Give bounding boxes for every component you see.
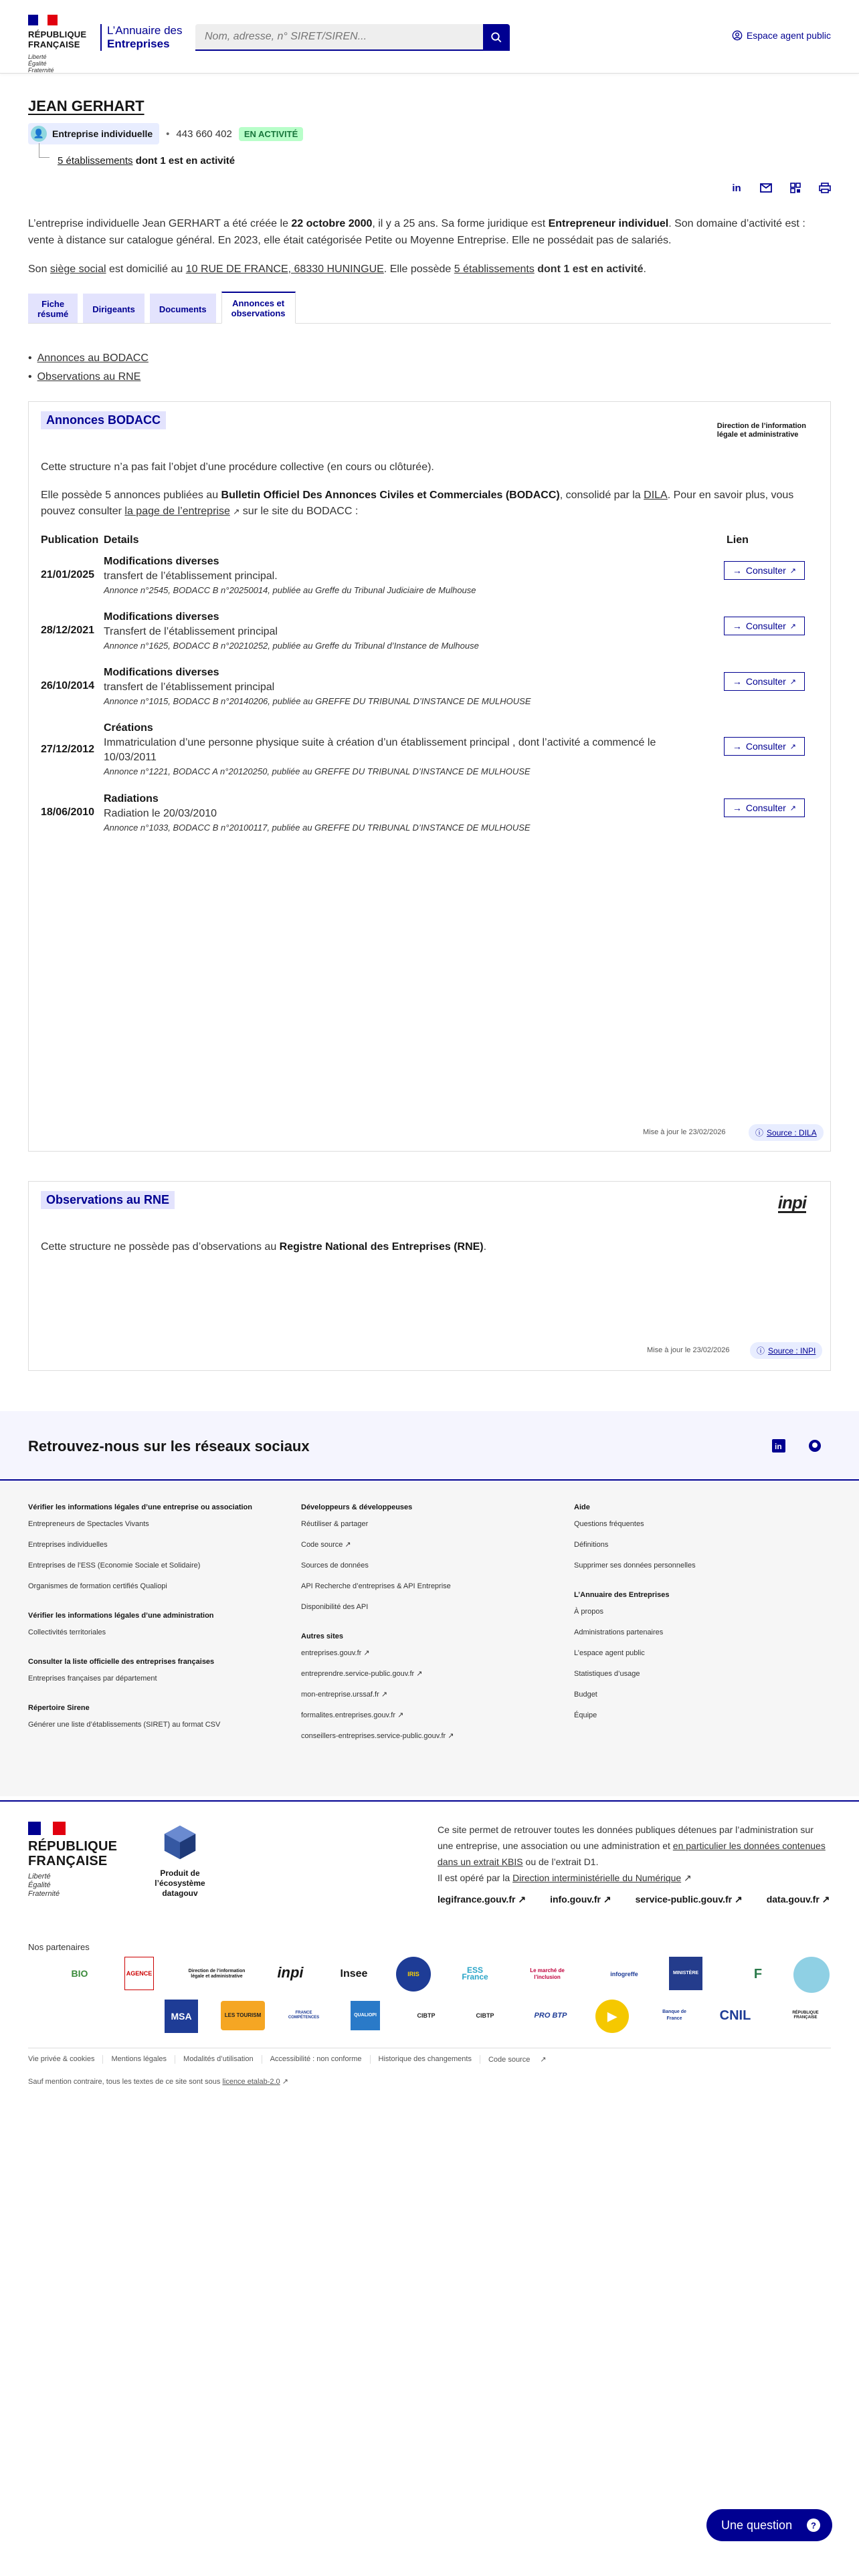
footer-link[interactable]: Collectivités territoriales	[28, 1628, 106, 1636]
external-link-icon: ↗	[789, 742, 796, 751]
socials-band	[0, 1411, 859, 1481]
partner-logo-tourism[interactable]: LES TOURISM	[221, 2001, 265, 2030]
external-link-icon: ↗	[789, 804, 796, 813]
footer-col-2: Développeurs & développeuses Réutiliser & partager Code source ↗ Sources de données API Recherche d’entreprises & API Entreprise Disponibilité des API Autres sites entreprises.gouv.fr ↗ entreprendre.service-public.gouv.fr ↗ mon-entreprise.urssaf.fr ↗ formalites.entreprises.gouv.fr ↗ conseillers-entreprises.service-public.gouv.fr ↗	[301, 1503, 555, 1752]
partner-logo-msa[interactable]: MSA	[165, 2000, 198, 2033]
consulter-button[interactable]: → Consulter ↗	[724, 561, 805, 580]
footer-link[interactable]: Générer une liste d’établissements (SIRET) au format CSV	[28, 1721, 221, 1729]
partner-logo-cibtp-2[interactable]: CIBTP	[476, 2012, 494, 2019]
bodacc-body: Cette structure n’a pas fait l’objet d’une procédure collective (en cours ou clôturée). Elle possède 5 annonces publiées au Bulletin Officiel Des Annonces Civiles et Commerciales (BODACC), consolidé par la DILA. Pour en savoir plus, vous pouvez consulter la page de l’entreprise ↗ sur le site du BODACC :	[41, 461, 794, 517]
french-flag-icon	[28, 1822, 66, 1835]
legal-link[interactable]: Modalités d’utilisation	[175, 2055, 262, 2064]
question-button[interactable]: Une question ?	[706, 2509, 832, 2541]
footer-link[interactable]: entreprises.gouv.fr ↗	[301, 1649, 370, 1657]
arrow-right-icon: →	[732, 565, 742, 576]
footer-links	[0, 1482, 859, 1796]
partner-logo-ministere[interactable]: MINISTÈRE	[669, 1957, 702, 1990]
etablissements-link-2[interactable]: 5 établissements	[454, 263, 535, 275]
footer-col-3: Aide Questions fréquentes Définitions Supprimer ses données personnelles L’Annuaire des Entreprises À propos Administrations partenaires L’espace agent public Statistiques d’usage Budget Équipe	[574, 1503, 828, 1731]
devise: Liberté Égalité Fraternité	[28, 53, 54, 74]
search-button[interactable]	[483, 24, 510, 51]
etablissements-link[interactable]: 5 établissements	[58, 155, 133, 167]
footer-link[interactable]: Statistiques d’usage	[574, 1670, 640, 1678]
footer-link[interactable]: Équipe	[574, 1711, 597, 1719]
col-publication: Publication	[41, 534, 99, 546]
partner-logo-qualiopi[interactable]: QUALIOPI	[351, 2001, 380, 2030]
external-link-icon: ↗	[789, 566, 796, 575]
footer-link[interactable]: mon-entreprise.urssaf.fr ↗	[301, 1691, 388, 1699]
section-anchors	[28, 349, 149, 387]
rne-card	[28, 1181, 831, 1371]
socials-title: Retrouvez-nous sur les réseaux sociaux	[28, 1438, 310, 1455]
play-icon: ▶	[607, 2010, 617, 2023]
anchor-item	[28, 368, 149, 387]
partner-logo-ess[interactable]: ESS France	[462, 1965, 488, 1981]
consulter-button[interactable]: → Consulter ↗	[724, 617, 805, 635]
republique-francaise-logo[interactable]	[28, 15, 95, 74]
partner-logo-banque-de-france[interactable]: Banque de France	[662, 2010, 686, 2021]
dot-separator: •	[166, 128, 170, 140]
partner-logo-inclusion[interactable]: Le marché de l’inclusion	[530, 1967, 565, 1980]
bodacc-card: Annonces BODACC Direction de l’information légale et administrative Cette structure n’a pas fait l’objet d’une procédure collective (en cours ou clôturée). Elle possède 5 annonces publiées au Bulletin Officiel Des Annonces Civiles et Commerciales (BODACC), consolidé par la DILA. Pour en savoir plus, vous pouvez consulter la page de l’entreprise ↗ sur le site du BODACC : Publication Details Lien 21/01/2025 Modifications diverses transfert de l’établissement principal. Annonce n°2545, BODACC B n°20250014, publiée au Greffe du Tribunal Judiciaire de Mulhouse → Consulter ↗ 28/12/2021 Modifications diverses Transfert de l’établissement principal Annonce n°1625, BODACC B n°20210252, publiée au Greffe du Tribunal d’Instance de Mulhouse → Consulter ↗ 26/10/2014 Modifications diverses transfert de l’établissement principal Annonce n°1015, BODACC B n°20140206, publiée au GREFFE DU TRIBUNAL D’INSTANCE DE MULHOUSE → Consulter ↗ 27/12/2012 Créations Immatriculation d’une personne physique suite à création d’un établissement principal , dont l’activité a commencé le 10/03/2011 Annonce n°1221, BODACC A n°20120250, publiée au GREFFE DU TRIBUNAL D’INSTANCE DE MULHOUSE → Consulter ↗ 18/06/2010 Radiations Radiation le 20/03/2010 Annonce n°1033, BODACC B n°20100117, publiée au GREFFE DU TRIBUNAL D’INSTANCE DE MULHOUSE → Consulter ↗ Mise à jour le 23/02/2026 ⓘ Source : DILA	[28, 401, 831, 1152]
col-details: Details	[104, 534, 139, 546]
partner-logo-cibtp[interactable]: CIBTP	[417, 2012, 436, 2019]
external-link-icon: ↗	[789, 677, 796, 686]
github-icon[interactable]	[807, 1438, 823, 1454]
entity-id-row	[28, 123, 303, 144]
footer-link[interactable]: Définitions	[574, 1541, 609, 1549]
info-icon: ⓘ	[757, 1346, 765, 1356]
search-input[interactable]	[195, 24, 483, 51]
french-flag-icon	[28, 15, 58, 25]
tab-annonces-observations[interactable]: Annonces et observations	[221, 292, 296, 324]
entity-address: Son siège social est domicilié au 10 RUE DE FRANCE, 68330 HUNINGUE. Elle possède 5 établissements dont 1 est en activité.	[28, 263, 646, 275]
dila-logo: Direction de l’information légale et administrative	[717, 422, 806, 439]
info-icon: ⓘ	[755, 1128, 764, 1138]
partner-logo-play[interactable]	[595, 2000, 629, 2033]
share-toolbar	[731, 182, 831, 194]
footer-link[interactable]: Entreprises françaises par département	[28, 1675, 157, 1683]
consulter-button[interactable]: → Consulter ↗	[724, 672, 805, 691]
arrow-right-icon: →	[732, 741, 742, 752]
svg-text:in: in	[775, 1442, 782, 1451]
footer-link[interactable]: entreprendre.service-public.gouv.fr ↗	[301, 1670, 423, 1678]
footer-link[interactable]: À propos	[574, 1608, 604, 1616]
footer-link[interactable]: formalites.entreprises.gouv.fr ↗	[301, 1711, 404, 1719]
footer-link[interactable]: Supprimer ses données personnelles	[574, 1562, 696, 1570]
partner-logo-agence[interactable]: AGENCE	[124, 1957, 154, 1990]
qr-code-icon[interactable]	[789, 182, 801, 194]
source-badge	[750, 1342, 822, 1359]
consulter-button[interactable]: → Consulter ↗	[724, 737, 805, 756]
kbis-link[interactable]: en particulier les données contenues dans un extrait KBIS	[438, 1840, 826, 1867]
gov-link[interactable]: legifrance.gouv.fr ↗	[438, 1894, 527, 1905]
gov-link[interactable]: service-public.gouv.fr ↗	[635, 1894, 743, 1905]
source-dila-link[interactable]: Source : DILA	[767, 1128, 817, 1138]
inpi-logo: inpi	[777, 1192, 806, 1212]
site-brand-link[interactable]: L’Annuaire des Entreprises	[100, 24, 182, 51]
bodacc-entreprise-link[interactable]: la page de l’entreprise	[124, 506, 230, 517]
footer-link[interactable]: Sources de données	[301, 1562, 369, 1570]
partner-logo-insee[interactable]: Insee	[340, 1968, 368, 1979]
gov-link[interactable]: info.gouv.fr ↗	[550, 1894, 611, 1905]
consulter-button[interactable]: → Consulter ↗	[724, 798, 805, 817]
partner-logo-cnil[interactable]: CNIL	[719, 2008, 751, 2023]
siege-social-link[interactable]: siège social	[50, 263, 106, 275]
help-icon: ?	[807, 2518, 820, 2532]
footer-link[interactable]: conseillers-entreprises.service-public.gouv.fr ↗	[301, 1732, 454, 1740]
partner-logo-dila[interactable]: Direction de l’information légale et administrative	[188, 1969, 246, 1979]
source-badge	[749, 1124, 824, 1141]
status-badge: EN ACTIVITÉ	[239, 127, 303, 141]
partner-logo-bio[interactable]: BIO	[71, 1968, 88, 1979]
entity-name: JEAN GERHART	[28, 98, 145, 114]
legal-link[interactable]: Code source ↗	[480, 2055, 555, 2064]
footer-link[interactable]: Réutiliser & partager	[301, 1520, 369, 1528]
agent-space-link[interactable]: Espace agent public	[732, 30, 831, 41]
partner-logo-probtp[interactable]: PRO BTP	[534, 2012, 567, 2020]
entity-description: L’entreprise individuelle Jean GERHART a été créée le 22 octobre 2000, il y a 25 ans. Sa forme juridique est Entrepreneur individuel. Son domaine d’activité est : vente à distance sur catalogue général. En 2023, elle était catégorisée Petite ou Moyenne Entreprise. Elle ne possédait pas de salariés.	[28, 218, 805, 246]
legal-link[interactable]: Vie privée & cookies	[28, 2055, 95, 2063]
footer-col-1: Vérifier les informations légales d’une entreprise ou association Entrepreneurs de Spectacles Vivants Entreprises individuelles Entreprises de l’ESS (Economie Sociale et Solidaire) Organismes de formation certifiés Qualiopi Vérifier les informations légales d’une administration Collectivités territoriales Consulter la liste officielle des entreprises françaises Entreprises françaises par département Répertoire Sirene Générer une liste d’établissements (SIRET) au format CSV	[28, 1503, 282, 1741]
col-lien: Lien	[727, 534, 749, 546]
user-circle-icon	[732, 30, 743, 41]
footer-link[interactable]: Entreprises individuelles	[28, 1541, 108, 1549]
partner-logo-circle[interactable]	[793, 1957, 830, 1993]
footer-link[interactable]: API Recherche d’entreprises & API Entreprise	[301, 1582, 451, 1590]
arrow-right-icon: →	[732, 676, 742, 687]
rne-title: Observations au RNE	[41, 1191, 175, 1209]
linkedin-icon[interactable]: in	[732, 182, 741, 194]
footer-link[interactable]: L’espace agent public	[574, 1649, 645, 1657]
etablissements-summary: 5 établissements dont 1 est en activité	[58, 155, 235, 167]
footer-description: Ce site permet de retrouver toutes les données publiques détenues par l’administration sur une entreprise, une association ou une administration et en particulier les données contenues dans un extrait KBIS ou de l’extrait D1. Il est opéré par la Direction interministérielle du Numérique ↗	[438, 1824, 826, 1883]
license-text: Sauf mention contraire, tous les textes de ce site sont sous licence etalab-2.0 ↗	[28, 2078, 288, 2086]
footer-link[interactable]: Budget	[574, 1691, 597, 1699]
mail-icon[interactable]	[760, 182, 772, 194]
gov-link[interactable]: data.gouv.fr ↗	[766, 1894, 830, 1905]
legal-link[interactable]: Mentions légales	[102, 2055, 175, 2064]
arrow-right-icon: →	[732, 621, 742, 631]
linkedin-icon[interactable]	[771, 1438, 787, 1454]
footer-link[interactable]: Code source ↗	[301, 1541, 351, 1549]
republique-label: RÉPUBLIQUE FRANÇAISE	[28, 29, 87, 49]
rne-body: Cette structure ne possède pas d’observations au Registre National des Entreprises (RNE).	[41, 1241, 487, 1253]
footer-link[interactable]: Questions fréquentes	[574, 1520, 644, 1528]
partners-title: Nos partenaires	[28, 1942, 90, 1952]
site-header	[0, 0, 859, 74]
partner-logo-eu[interactable]: IRIS	[396, 1957, 431, 1992]
partner-logo-france-competences[interactable]: FRANCE COMPÉTENCES	[288, 2011, 320, 2020]
external-link-icon: ↗	[789, 622, 796, 631]
bodacc-title: Annonces BODACC	[41, 411, 166, 429]
anchor-bodacc-link[interactable]: Annonces au BODACC	[37, 352, 149, 364]
update-date: Mise à jour le 23/02/2026	[643, 1128, 726, 1136]
partner-logo-infogreffe[interactable]: infogreffe	[610, 1971, 638, 1977]
anchor-rne-link[interactable]: Observations au RNE	[37, 371, 141, 383]
datagouv-logo[interactable]: Produit de l’écosystème datagouv	[136, 1823, 223, 1899]
partner-logo-f[interactable]: F	[753, 1967, 763, 1981]
entity-type-chip: 👤 Entreprise individuelle	[28, 123, 159, 144]
footer-link[interactable]: Entreprises de l’ESS (Economie Sociale et Solidaire)	[28, 1562, 201, 1570]
tab-fiche-resume[interactable]: Fiche résumé	[28, 294, 78, 323]
arrow-right-icon: →	[732, 802, 742, 813]
legal-link[interactable]: Historique des changements	[370, 2055, 480, 2064]
gov-links	[438, 1894, 830, 1905]
print-icon[interactable]	[819, 182, 831, 194]
footer-link[interactable]: Disponibilité des API	[301, 1603, 369, 1611]
tab-bar	[28, 292, 831, 324]
tab-dirigeants[interactable]: Dirigeants	[83, 294, 145, 323]
anchor-item	[28, 349, 149, 368]
partner-logo-inpi[interactable]: inpi	[277, 1964, 304, 1981]
update-date: Mise à jour le 23/02/2026	[647, 1346, 730, 1354]
external-link-icon: ↗	[233, 507, 240, 516]
footer-link[interactable]: Organismes de formation certifiés Qualiopi	[28, 1582, 167, 1590]
cube-icon	[161, 1823, 199, 1862]
tree-connector	[39, 143, 50, 158]
search-icon	[490, 31, 502, 43]
tab-documents[interactable]: Documents	[150, 294, 216, 323]
dinum-link[interactable]: Direction interministérielle du Numérique	[512, 1872, 682, 1883]
siren-number: 443 660 402	[176, 128, 232, 140]
footer-republique-logo[interactable]: RÉPUBLIQUE FRANÇAISE Liberté Égalité Fraternité	[28, 1822, 117, 1899]
address-link[interactable]: 10 RUE DE FRANCE, 68330 HUNINGUE	[185, 263, 384, 275]
footer-link[interactable]: Entrepreneurs de Spectacles Vivants	[28, 1520, 149, 1528]
legal-link[interactable]: Accessibilité : non conforme	[262, 2055, 370, 2064]
dila-link[interactable]: DILA	[644, 490, 668, 501]
legal-links	[28, 2048, 831, 2064]
partner-logo-republique[interactable]: RÉPUBLIQUE FRANÇAISE	[792, 2011, 819, 2020]
source-inpi-link[interactable]: Source : INPI	[768, 1346, 816, 1356]
license-link[interactable]: licence etalab-2.0	[222, 2078, 280, 2086]
person-icon: 👤	[31, 126, 47, 142]
footer-link[interactable]: Administrations partenaires	[574, 1628, 664, 1636]
footer-bottom	[0, 1800, 859, 2576]
search-bar	[195, 24, 510, 51]
